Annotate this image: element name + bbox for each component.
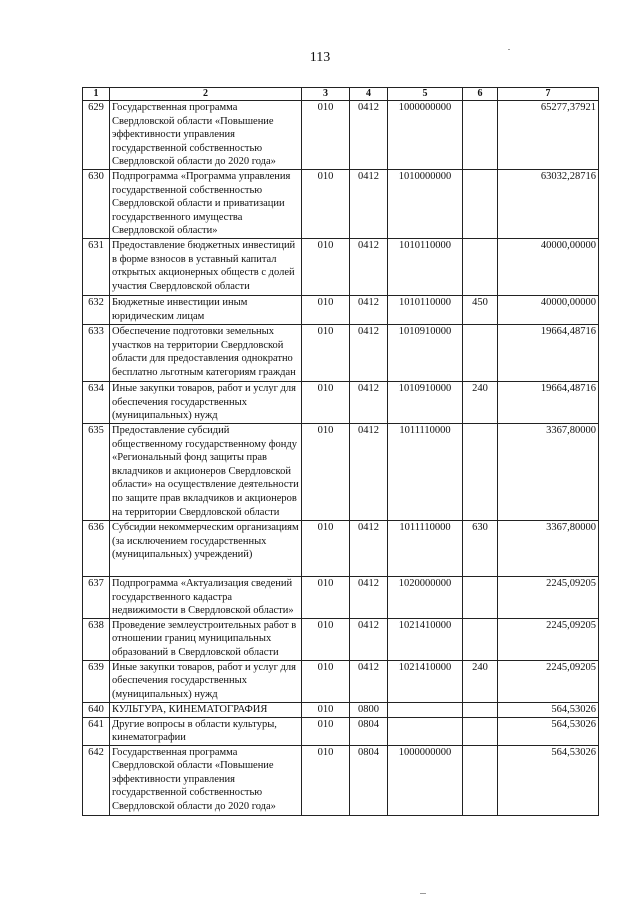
row-amount: 564,53026: [498, 745, 599, 815]
row-number: 639: [83, 660, 110, 702]
row-name: Государственная программа Свердловской области «Повышение эффективности управления государственной собственностью Свердловской области до 2020 года»: [110, 101, 302, 170]
row-number: 636: [83, 520, 110, 576]
row-ministry-code: 010: [302, 702, 350, 717]
row-expense-type: [463, 717, 498, 745]
row-name: Иные закупки товаров, работ и услуг для обеспечения государственных (муниципальных) нужд: [110, 381, 302, 423]
row-ministry-code: 010: [302, 745, 350, 815]
row-number: 632: [83, 295, 110, 324]
row-expense-type: 240: [463, 660, 498, 702]
row-ministry-code: 010: [302, 520, 350, 576]
row-expense-type: [463, 576, 498, 618]
row-target-code: 1021410000: [388, 660, 463, 702]
row-ministry-code: 010: [302, 660, 350, 702]
row-number: 629: [83, 101, 110, 170]
row-amount: 19664,48716: [498, 381, 599, 423]
row-amount: 2245,09205: [498, 576, 599, 618]
row-section-code: 0800: [350, 702, 388, 717]
table-row: [83, 576, 599, 618]
row-ministry-code: 010: [302, 717, 350, 745]
row-name: Другие вопросы в области культуры, кинематографии: [110, 717, 302, 745]
row-number: 630: [83, 169, 110, 238]
row-section-code: 0412: [350, 238, 388, 295]
row-section-code: 0412: [350, 169, 388, 238]
row-target-code: 1010910000: [388, 381, 463, 423]
row-expense-type: 240: [463, 381, 498, 423]
row-amount: 2245,09205: [498, 618, 599, 660]
column-header-6: 6: [463, 88, 498, 101]
row-name: Обеспечение подготовки земельных участков на территории Свердловской области для предоставления однократно бесплатно льготным категориям граждан: [110, 324, 302, 381]
table-row: [83, 618, 599, 660]
row-expense-type: [463, 169, 498, 238]
budget-table: [82, 87, 599, 816]
table-body: [83, 101, 599, 816]
row-number: 640: [83, 702, 110, 717]
row-ministry-code: 010: [302, 423, 350, 520]
row-name: Предоставление бюджетных инвестиций в форме взносов в уставный капитал открытых акционерных обществ с долей участия Свердловской области: [110, 238, 302, 295]
row-amount: 2245,09205: [498, 660, 599, 702]
row-name: Предоставление субсидий общественному государственному фонду «Региональный фонд защиты прав вкладчиков и акционеров Свердловской области» на осуществление деятельности по защите прав вкладчиков и акционеров на территории Свердловской области: [110, 423, 302, 520]
row-expense-type: [463, 324, 498, 381]
row-section-code: 0412: [350, 423, 388, 520]
table-row: [83, 702, 599, 717]
row-section-code: 0804: [350, 745, 388, 815]
column-header-4: 4: [350, 88, 388, 101]
row-expense-type: [463, 101, 498, 170]
row-ministry-code: 010: [302, 169, 350, 238]
row-name: Государственная программа Свердловской области «Повышение эффективности управления государственной собственностью Свердловской области до 2020 года»: [110, 745, 302, 815]
column-header-2: 2: [110, 88, 302, 101]
row-expense-type: 450: [463, 295, 498, 324]
row-ministry-code: 010: [302, 238, 350, 295]
table-row: [83, 238, 599, 295]
row-amount: 65277,37921: [498, 101, 599, 170]
row-name: Иные закупки товаров, работ и услуг для обеспечения государственных (муниципальных) нужд: [110, 660, 302, 702]
row-number: 633: [83, 324, 110, 381]
row-ministry-code: 010: [302, 101, 350, 170]
row-target-code: 1000000000: [388, 745, 463, 815]
row-amount: 564,53026: [498, 702, 599, 717]
table-row: [83, 381, 599, 423]
row-expense-type: [463, 745, 498, 815]
row-number: 642: [83, 745, 110, 815]
row-number: 641: [83, 717, 110, 745]
row-target-code: [388, 702, 463, 717]
row-amount: 40000,00000: [498, 295, 599, 324]
row-target-code: 1011110000: [388, 520, 463, 576]
row-target-code: 1010000000: [388, 169, 463, 238]
row-expense-type: [463, 702, 498, 717]
row-section-code: 0412: [350, 520, 388, 576]
table-row: [83, 423, 599, 520]
row-ministry-code: 010: [302, 576, 350, 618]
row-target-code: [388, 717, 463, 745]
row-number: 634: [83, 381, 110, 423]
table-row: [83, 660, 599, 702]
table-row: [83, 101, 599, 170]
row-name: Проведение землеустроительных работ в отношении границ муниципальных образований в Свердловской области: [110, 618, 302, 660]
row-ministry-code: 010: [302, 324, 350, 381]
row-number: 631: [83, 238, 110, 295]
table-row: [83, 295, 599, 324]
row-target-code: 1000000000: [388, 101, 463, 170]
column-header-1: 1: [83, 88, 110, 101]
column-header-5: 5: [388, 88, 463, 101]
row-target-code: 1020000000: [388, 576, 463, 618]
row-section-code: 0412: [350, 324, 388, 381]
table-row: [83, 745, 599, 815]
row-ministry-code: 010: [302, 618, 350, 660]
row-target-code: 1021410000: [388, 618, 463, 660]
table-row: [83, 324, 599, 381]
row-section-code: 0412: [350, 381, 388, 423]
row-amount: 564,53026: [498, 717, 599, 745]
row-name: КУЛЬТУРА, КИНЕМАТОГРАФИЯ: [110, 702, 302, 717]
row-expense-type: 630: [463, 520, 498, 576]
table-row: [83, 520, 599, 576]
row-amount: 40000,00000: [498, 238, 599, 295]
row-number: 635: [83, 423, 110, 520]
row-target-code: 1010910000: [388, 324, 463, 381]
page-number: 113: [309, 50, 331, 65]
row-amount: 63032,28716: [498, 169, 599, 238]
row-section-code: 0412: [350, 618, 388, 660]
table-row: [83, 717, 599, 745]
row-section-code: 0412: [350, 660, 388, 702]
row-amount: 3367,80000: [498, 423, 599, 520]
row-target-code: 1010110000: [388, 238, 463, 295]
row-expense-type: [463, 423, 498, 520]
column-header-7: 7: [498, 88, 599, 101]
table-header-row: [83, 88, 599, 101]
row-amount: 3367,80000: [498, 520, 599, 576]
row-name: Подпрограмма «Программа управления государственной собственностью Свердловской области и приватизации государственного имущества Свердловской области»: [110, 169, 302, 238]
row-section-code: 0412: [350, 576, 388, 618]
row-number: 638: [83, 618, 110, 660]
scan-speck: [420, 893, 426, 894]
scan-speck: [508, 49, 510, 50]
row-section-code: 0412: [350, 295, 388, 324]
row-expense-type: [463, 618, 498, 660]
row-target-code: 1011110000: [388, 423, 463, 520]
row-ministry-code: 010: [302, 381, 350, 423]
table-row: [83, 169, 599, 238]
row-amount: 19664,48716: [498, 324, 599, 381]
row-section-code: 0412: [350, 101, 388, 170]
row-target-code: 1010110000: [388, 295, 463, 324]
column-header-3: 3: [302, 88, 350, 101]
row-section-code: 0804: [350, 717, 388, 745]
row-ministry-code: 010: [302, 295, 350, 324]
row-name: Бюджетные инвестиции иным юридическим лицам: [110, 295, 302, 324]
row-expense-type: [463, 238, 498, 295]
row-name: Подпрограмма «Актуализация сведений государственного кадастра недвижимости в Свердловской области»: [110, 576, 302, 618]
row-number: 637: [83, 576, 110, 618]
row-name: Субсидии некоммерческим организациям (за исключением государственных (муниципальных) учреждений): [110, 520, 302, 576]
